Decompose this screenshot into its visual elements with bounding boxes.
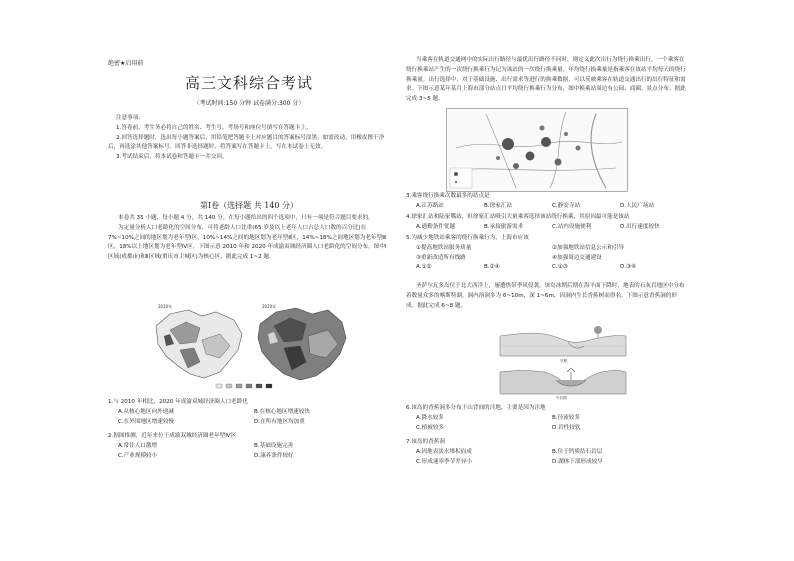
section-intro (108, 214, 390, 263)
question-7 (406, 438, 688, 467)
question-options (406, 448, 688, 468)
option-b[interactable]: B.②④ (484, 264, 500, 271)
note-item: 1.答卷前，考生务必将自己的姓名、考生号、考场号和座位号填写在答题卡上。 (116, 124, 312, 131)
question-suboptions (406, 244, 688, 264)
map-2010 (156, 310, 242, 378)
option-d[interactable]: D.人民广场站 (620, 202, 655, 209)
map-2020-label: 2020年 (262, 304, 277, 309)
question-1 (108, 398, 390, 427)
question-options (406, 223, 688, 233)
option-a[interactable]: A.通勤条件优越 (416, 223, 456, 230)
option-d[interactable]: D.岩性较软 (552, 424, 581, 431)
option-d[interactable]: D.出行速度较快 (620, 223, 660, 230)
option-a[interactable]: A.因地表淡水堆积而成 (416, 448, 472, 455)
question-options (406, 414, 688, 434)
option-c[interactable]: C.形成速率季节差异小 (416, 458, 473, 465)
question-stem: 2.据图推测，近年来位于成渝双城经济圈老年型Ⅳ区 (108, 433, 236, 439)
option-a[interactable]: A.江苏路站 (416, 202, 444, 209)
option-c[interactable]: C.静安寺站 (552, 202, 581, 209)
question-options (108, 408, 390, 428)
question-stem: 7.该岛的香蕉洞 (406, 439, 445, 445)
option-d[interactable]: D.康养条件较好 (254, 452, 294, 459)
passage-2-block (406, 56, 690, 105)
section-instruction: 本卷共 35 小题，每小题 4 分，共 140 分。在每小题给出的四个选项中，只有一项是符合题目要求的。 (118, 215, 374, 221)
option-c[interactable]: C.产业规模较小 (118, 452, 158, 459)
passage-3-block (406, 282, 688, 311)
question-2 (108, 432, 390, 461)
option-b[interactable]: B.径流较多 (552, 414, 580, 421)
option-a[interactable]: A.从核心地区向外递减 (118, 408, 174, 415)
option-c[interactable]: C.①③ (552, 264, 568, 271)
question-stem: 4.徐家汇站和陆家嘴站，但徐家汇站吸引大量乘客选择该站绕行换乘，其原因最可能是该站 (406, 214, 630, 220)
question-options (406, 202, 688, 212)
passage-2: 当乘客在轨道交通网中的实际出行路径与最优出行路径不同时，则定义此次出行为绕行换乘出行。一个乘客在绕行换乘站产生的一次绕行换乘行为记为该站的一次绕行换乘量。年均绕行换乘量是指乘客在该站平均每天的绕行换乘量。出行选择中，对于基础设施、出行需求等进行的换乘数据，可以反映乘客在轨道交通出行的出行特征和需求。下图示意某年某月上海市部分站点日平均绕行换乘行为分布，图中换乘站周边有公园、商圈、景点分布。据此完成 3~5 题。 (406, 57, 686, 103)
option-d[interactable]: D.③④ (620, 264, 637, 271)
early-stage-section (500, 326, 626, 363)
question-stem: 6.该岛的香蕉洞多分布于山背间的洼地，主要是因为洼地 (406, 405, 546, 411)
sub-option-3: ③重新改造所有线路 (416, 254, 466, 261)
exam-subtitle: （考试时间:150 分钟 试卷满分:300 分） (193, 100, 305, 107)
notes-heading: 注意事项: (116, 115, 141, 121)
question-options (108, 442, 390, 462)
passage-3: 圣萨尔瓦多岛位于北大西洋上，屡遭热带季风侵袭。该岛冰期后期在海平面下降时，地表的石灰岩地区中分布着数量众多的喀斯特湖，洞内溶洞多为 6~10m，深 1~6m，因洞内生长香蕉树而得名。下图示意香蕉洞的形成。据此完成 6~8 题。 (406, 283, 685, 309)
secret-mark: 绝密★启用前 (108, 60, 144, 67)
option-d[interactable]: D.在所有地区均加重 (254, 418, 305, 425)
option-c[interactable]: C.在外围地区增速较慢 (118, 418, 175, 425)
question-stem: 1.与 2010 年相比，2020 年成渝双城经济圈人口老龄化 (108, 399, 248, 405)
map-2010-label: 2010年 (158, 304, 173, 309)
transfer-station-map (446, 108, 628, 192)
option-b[interactable]: B.在核心地区增速较快 (254, 408, 310, 415)
later-stage-section (500, 368, 626, 400)
exam-title: 高三文科综合考试 (184, 74, 313, 92)
note-item: 2.回答选择题时，选出每小题答案后，用铅笔把答题卡上对应题目的答案标号涂黑。如需改动，用橡皮擦干净后，再选涂其他答案标号。回答非选择题时，将答案写在答题卡上。写在本试卷上无效。 (108, 134, 385, 151)
question-stem: 3.乘客绕行换乘次数最多的站点是 (406, 193, 490, 199)
map-2020 (258, 308, 346, 380)
question-5 (406, 234, 688, 273)
option-d[interactable]: D.湖体下部形成较早 (552, 458, 603, 465)
question-3 (406, 192, 688, 212)
option-c[interactable]: C.植被较多 (416, 424, 445, 431)
question-stem: 5.为减少地铁站乘客的绕行换乘行为，上海市应该 (406, 235, 529, 241)
option-b[interactable]: B.基础设施完善 (254, 442, 294, 449)
early-stage-label: 早期 (560, 359, 567, 363)
sub-option-1: ①提高地铁站服务质量 (416, 244, 472, 251)
note-item: 3.考试结束后，将本试卷和答题卡一并交回。 (116, 154, 228, 161)
passage-1: 为定量分析人口老龄化的空间分布，可将老龄人口比重(65 岁及以上老年人口占总人口数的百分比)在 7%~10%之间的地区划为老年型Ⅰ区，10%~14%之间的地区划为老年型Ⅱ区，14%~18%之间地区划为老年型Ⅲ区，18%以上地区划为老年型Ⅳ区。下图示意 2010 年和 2020 年成渝双城经济圈人口老龄化的空间分布，图中Ⅰ区域(成都市)和Ⅱ区域(重庆市主城区)为核心区。据此完成 1~2 题。 (108, 224, 387, 261)
option-a[interactable]: A.①② (416, 264, 432, 271)
question-4 (406, 213, 688, 233)
later-stage-label: 中后期 (556, 396, 567, 400)
notes-block (108, 114, 390, 163)
option-a[interactable]: A.降水较多 (416, 414, 444, 421)
option-b[interactable]: B.徐家汇站 (484, 202, 512, 209)
sub-option-2: ②加强地铁站信息公示和引导 (552, 244, 625, 251)
option-c[interactable]: C.站内设施便利 (552, 223, 592, 230)
banana-hole-diagram (498, 322, 628, 400)
aging-maps-figure (150, 300, 350, 396)
question-options (406, 263, 688, 273)
option-b[interactable]: B.承接旅游需求 (484, 223, 524, 230)
sub-option-4: ④加强周边交通建设 (552, 254, 602, 261)
section-title: 第Ⅰ卷（选择题 共 140 分） (199, 201, 299, 210)
question-6 (406, 404, 688, 433)
option-a[interactable]: A.常住人口激增 (118, 442, 158, 449)
option-b[interactable]: B.位于钙质结石岩层 (552, 448, 603, 455)
legend-swatches (216, 384, 272, 388)
